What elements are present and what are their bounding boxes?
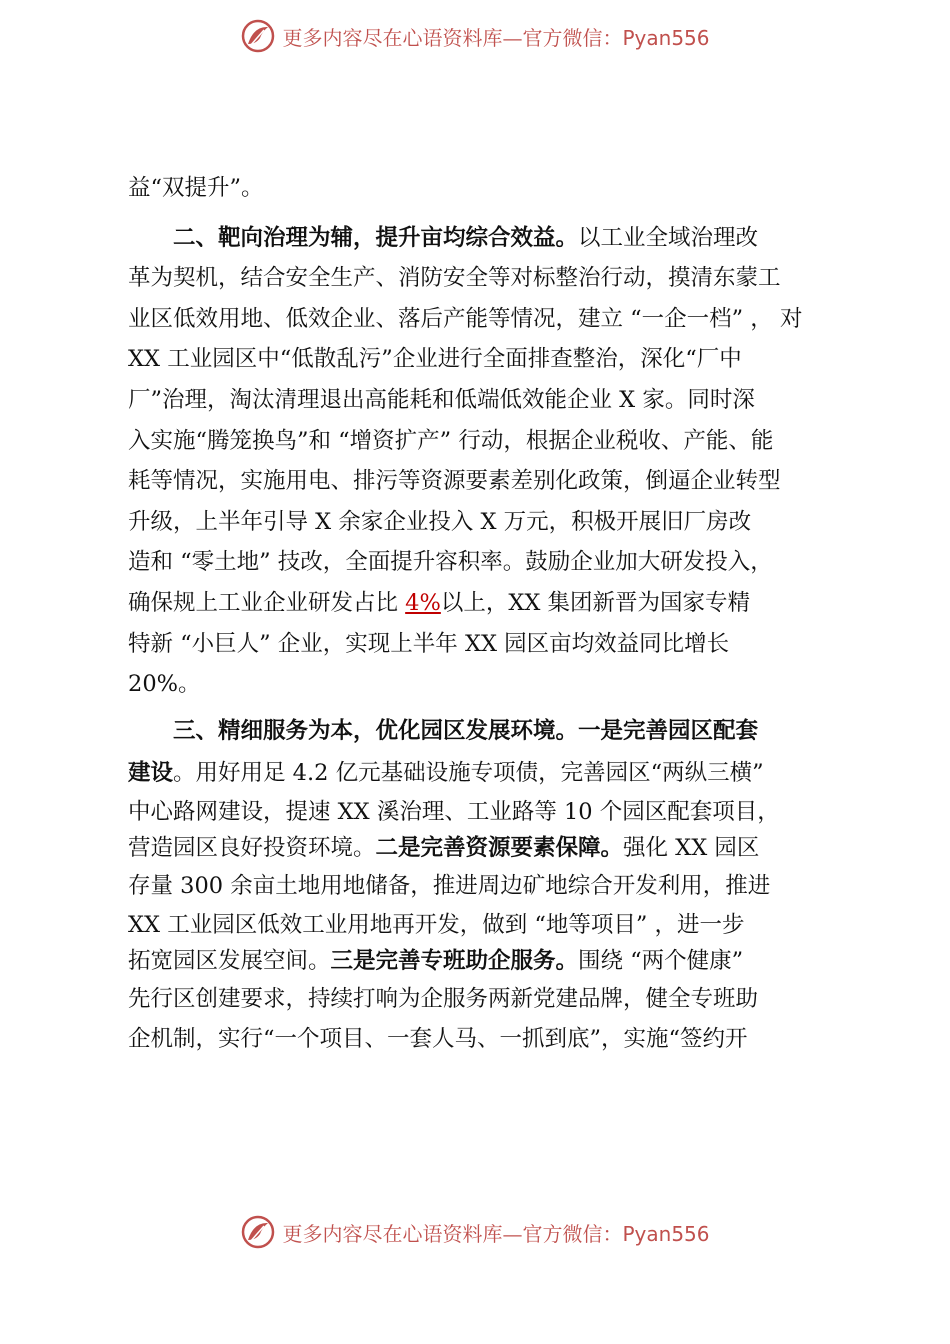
paragraph-line: XX 工业园区中“低散乱污”企业进行全面排查整治，深化“厂中 [128, 346, 742, 373]
footer-banner [0, 1210, 950, 1254]
section-heading: 三、精细服务为本，优化园区发展环境。 [173, 717, 579, 744]
paragraph-line: 耗等情况，实施用电、排污等资源要素差别化政策，倒逼企业转型 [128, 468, 781, 495]
paragraph-line: 拓宽园区发展空间。三是完善专班助企服务。围绕 “两个健康” [128, 947, 744, 974]
logo-icon [240, 18, 276, 54]
sub-heading: 二是完善资源要素保障。 [375, 834, 624, 861]
sub-heading: 建设 [128, 760, 174, 787]
highlight-value: 4% [405, 589, 441, 616]
paragraph-line: 益“双提升”。 [128, 175, 264, 201]
banner-text: 更多内容尽在心语资料库—官方微信：Pyan556 [282, 1221, 710, 1246]
paragraph-line [128, 711, 844, 752]
paragraph-line: 革为契机，结合安全生产、消防安全等对标整治行动，摸清东蒙工 [128, 265, 781, 292]
section-heading: 二、靶向治理为辅，提升亩均综合效益。 [173, 224, 579, 251]
logo-icon [240, 1214, 276, 1250]
paragraph-line: 先行区创建要求，持续打响为企服务两新党建品牌，健全专班助 [128, 985, 759, 1012]
paragraph-line: 业区低效用地、低效企业、落后产能等情况，建立 “一企一档” ， 对 [128, 305, 803, 332]
header-banner [0, 14, 950, 58]
wechat-id: Pyan556 [622, 1221, 710, 1246]
paragraph-line: 特新 “小巨人” 企业，实现上半年 XX 园区亩均效益同比增长 [128, 630, 730, 657]
paragraph-line: 确保规上工业企业研发占比 4%以上，XX 集团新晋为国家专精 [128, 589, 751, 616]
paragraph-line: 存量 300 余亩土地用地储备，推进周边矿地综合开发利用，推进 [128, 872, 771, 899]
paragraph-line: 中心路网建设，提速 XX 溪治理、工业路等 10 个园区配套项目， [128, 798, 780, 825]
paragraph-line: XX 工业园区低效工业用地再开发，做到 “地等项目” ，进一步 [128, 911, 745, 938]
paragraph-line: 二、靶向治理为辅，提升亩均综合效益。以工业全域治理改 [173, 224, 759, 251]
paragraph-line: 企机制，实行“一个项目、一套人马、一抓到底”，实施“签约开 [128, 1026, 748, 1053]
sub-heading: 一是完善园区配套 [578, 717, 759, 744]
banner-text: 更多内容尽在心语资料库—官方微信：Pyan556 [282, 25, 710, 50]
wechat-id: Pyan556 [622, 25, 710, 50]
paragraph-line: 入实施“腾笼换鸟”和 “增资扩产” 行动，根据企业税收、产能、能 [128, 427, 774, 454]
document-body [128, 168, 844, 1060]
paragraph-line: 升级，上半年引导 X 余家企业投入 X 万元，积极开展旧厂房改 [128, 508, 752, 535]
paragraph-line: 建设。用好用足 4.2 亿元基础设施专项债，完善园区“两纵三横” [128, 760, 764, 787]
paragraph-line: 造和 “零土地” 技改，全面提升容积率。鼓励企业加大研发投入， [128, 549, 773, 576]
paragraph-line: 营造园区良好投资环境。二是完善资源要素保障。强化 XX 园区 [128, 834, 760, 861]
paragraph-line: 厂”治理，淘汰清理退出高能耗和低端低效能企业 X 家。同时深 [128, 386, 755, 413]
paragraph-line: 20%。 [128, 671, 201, 698]
sub-heading: 三是完善专班助企服务。 [330, 947, 579, 974]
